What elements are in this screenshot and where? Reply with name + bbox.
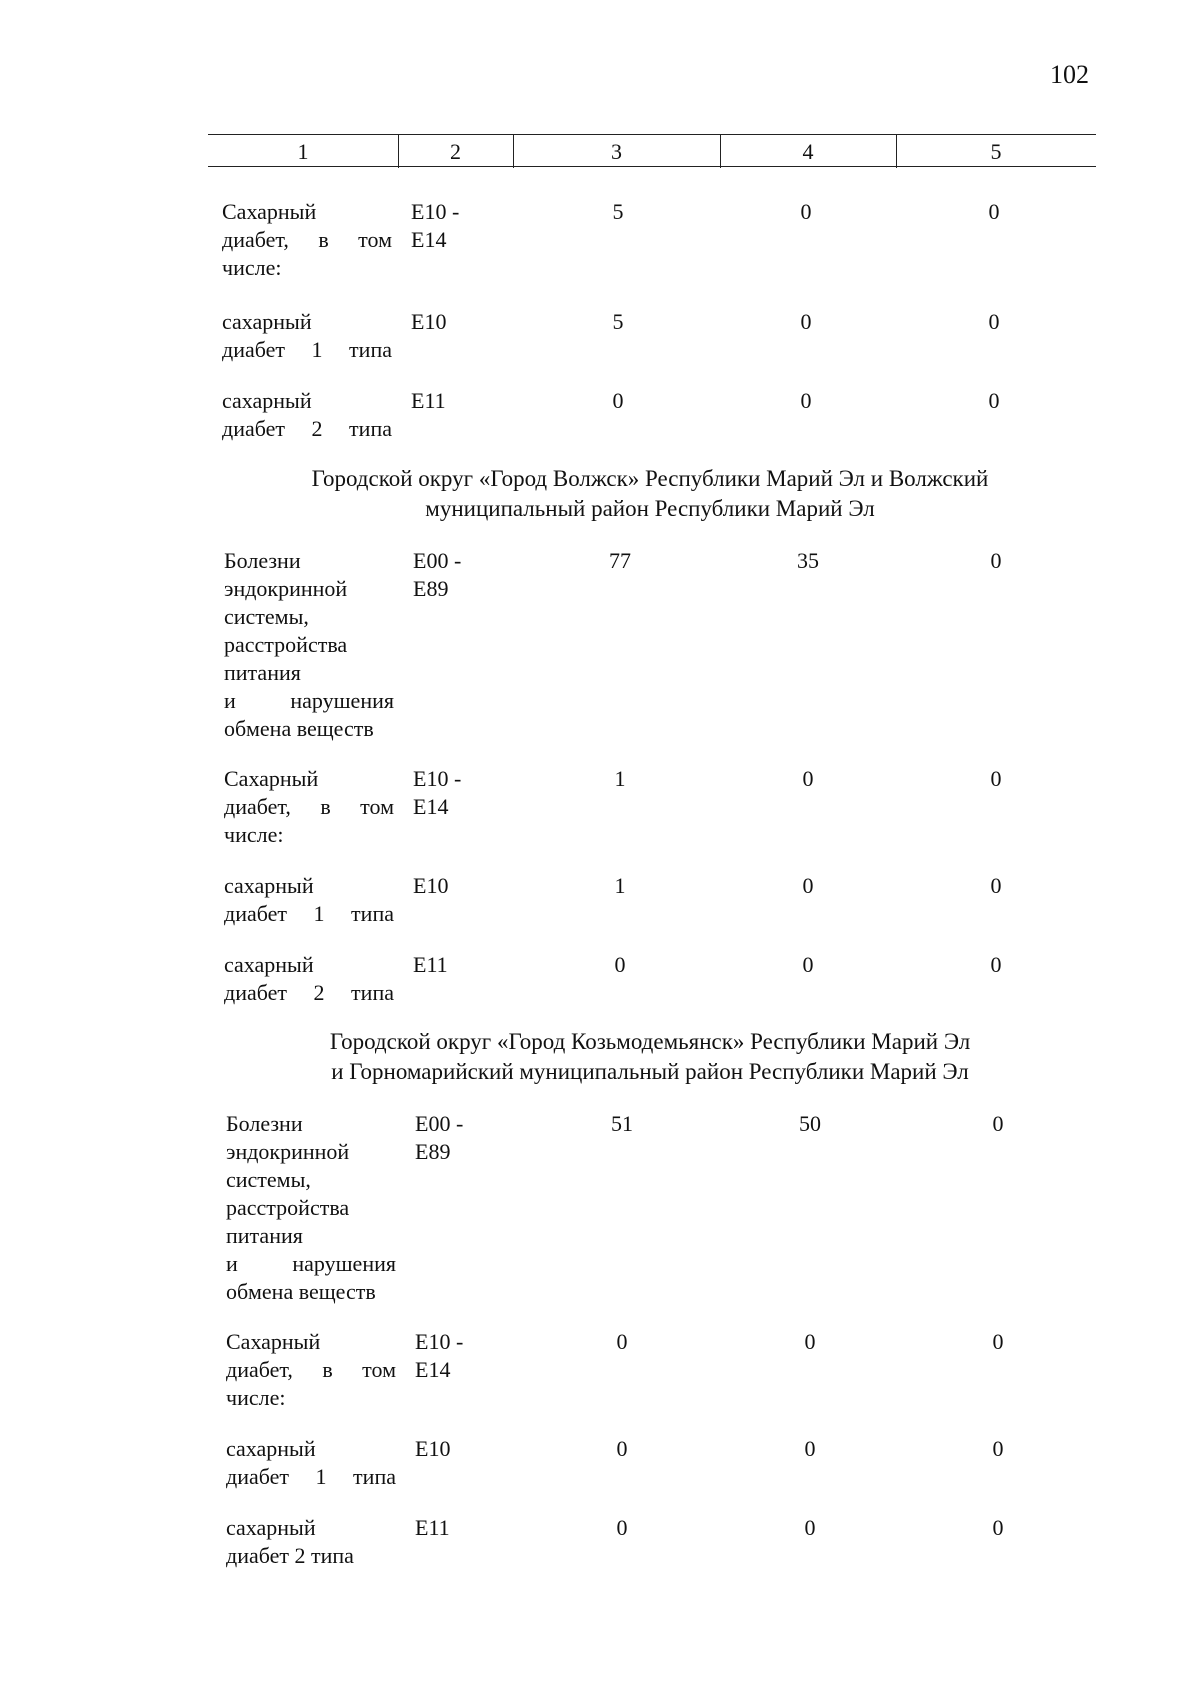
value-cell-4: 0 bbox=[804, 1515, 816, 1540]
name-line: питания bbox=[224, 660, 301, 685]
value-cell-5: 0 bbox=[988, 309, 1000, 334]
name-line: Сахарный bbox=[226, 1329, 321, 1354]
value-cell-4: 0 bbox=[800, 309, 812, 334]
value-cell-3: 0 bbox=[612, 388, 624, 413]
value-cell-5: 0 bbox=[990, 873, 1002, 898]
disease-name-cell bbox=[222, 387, 392, 443]
name-line: системы, bbox=[226, 1167, 311, 1192]
name-line: и нарушения bbox=[226, 1251, 396, 1276]
value-cell-5: 0 bbox=[990, 766, 1002, 791]
name-line: диабет, в том bbox=[222, 227, 392, 252]
header-cell-4: 4 bbox=[802, 139, 814, 164]
name-line: Болезни bbox=[224, 548, 301, 573]
code-line: E14 bbox=[411, 227, 447, 252]
icd-code-cell bbox=[415, 1328, 495, 1384]
name-line: расстройства bbox=[224, 632, 348, 657]
icd-code-cell: E10 bbox=[411, 309, 447, 334]
header-cell-1: 1 bbox=[297, 139, 309, 164]
code-line: E89 bbox=[415, 1139, 451, 1164]
section-heading bbox=[200, 1027, 1100, 1087]
value-cell-5: 0 bbox=[992, 1515, 1004, 1540]
name-line: диабет 2 типа bbox=[226, 1543, 354, 1568]
value-cell-3: 1 bbox=[614, 873, 626, 898]
page-number: 102 bbox=[1050, 60, 1089, 89]
value-cell-4: 35 bbox=[797, 548, 819, 573]
icd-code-cell: E10 bbox=[415, 1436, 451, 1461]
name-line: диабет, в том bbox=[224, 794, 394, 819]
header-top-rule bbox=[208, 134, 1096, 135]
value-cell-3: 0 bbox=[616, 1329, 628, 1354]
value-cell-5: 0 bbox=[992, 1111, 1004, 1136]
value-cell-4: 0 bbox=[800, 388, 812, 413]
value-cell-4: 50 bbox=[799, 1111, 821, 1136]
section-heading-line: Городской округ «Город Козьмодемьянск» Республики Марий Эл bbox=[329, 1029, 971, 1054]
name-line: диабет, в том bbox=[226, 1357, 396, 1382]
code-line: E00 - bbox=[415, 1111, 464, 1136]
name-line: обмена веществ bbox=[226, 1279, 376, 1304]
header-cell-5: 5 bbox=[990, 139, 1002, 164]
value-cell-3: 0 bbox=[616, 1515, 628, 1540]
value-cell-5: 0 bbox=[990, 548, 1002, 573]
header-cell-3: 3 bbox=[611, 139, 622, 164]
value-cell-3: 0 bbox=[616, 1436, 628, 1461]
icd-code-cell: E11 bbox=[413, 952, 448, 977]
code-line: E14 bbox=[413, 794, 449, 819]
name-line: системы, bbox=[224, 604, 309, 629]
name-line: числе: bbox=[226, 1385, 286, 1410]
header-bottom-rule bbox=[208, 166, 1096, 167]
value-cell-5: 0 bbox=[992, 1329, 1004, 1354]
section-heading-line: муниципальный район Республики Марий Эл bbox=[425, 496, 875, 521]
icd-code-cell bbox=[413, 547, 493, 603]
value-cell-4: 0 bbox=[802, 873, 814, 898]
name-line: сахарный bbox=[222, 388, 312, 413]
value-cell-3: 77 bbox=[609, 548, 631, 573]
name-line: диабет 1 типа bbox=[226, 1464, 396, 1489]
disease-name-cell bbox=[224, 547, 394, 743]
name-line: диабет 1 типа bbox=[222, 337, 392, 362]
name-line: расстройства bbox=[226, 1195, 350, 1220]
code-line: E10 - bbox=[415, 1329, 464, 1354]
value-cell-3: 5 bbox=[612, 309, 624, 334]
value-cell-4: 0 bbox=[802, 766, 814, 791]
code-line: E10 - bbox=[413, 766, 462, 791]
disease-name-cell bbox=[226, 1514, 396, 1570]
name-line: числе: bbox=[224, 822, 284, 847]
icd-code-cell bbox=[413, 765, 493, 821]
value-cell-5: 0 bbox=[990, 952, 1002, 977]
value-cell-4: 0 bbox=[804, 1436, 816, 1461]
value-cell-3: 5 bbox=[612, 199, 624, 224]
name-line: Сахарный bbox=[222, 199, 317, 224]
name-line: эндокринной bbox=[224, 576, 348, 601]
disease-name-cell bbox=[222, 308, 392, 364]
value-cell-4: 0 bbox=[800, 199, 812, 224]
disease-name-cell bbox=[226, 1435, 396, 1491]
disease-name-cell bbox=[224, 872, 394, 928]
name-line: и нарушения bbox=[224, 688, 394, 713]
name-line: Сахарный bbox=[224, 766, 319, 791]
value-cell-5: 0 bbox=[988, 199, 1000, 224]
name-line: сахарный bbox=[224, 873, 314, 898]
name-line: диабет 1 типа bbox=[224, 901, 394, 926]
name-line: питания bbox=[226, 1223, 303, 1248]
disease-name-cell bbox=[222, 198, 392, 282]
value-cell-4: 0 bbox=[802, 952, 814, 977]
name-line: сахарный bbox=[226, 1515, 316, 1540]
value-cell-3: 51 bbox=[611, 1111, 633, 1136]
icd-code-cell bbox=[415, 1110, 495, 1166]
icd-code-cell: E11 bbox=[411, 388, 446, 413]
name-line: сахарный bbox=[222, 309, 312, 334]
disease-name-cell bbox=[226, 1328, 396, 1412]
value-cell-5: 0 bbox=[988, 388, 1000, 413]
disease-name-cell bbox=[226, 1110, 396, 1306]
section-heading-line: и Горномарийский муниципальный район Республики Марий Эл bbox=[331, 1059, 969, 1084]
name-line: сахарный bbox=[226, 1436, 316, 1461]
table-header bbox=[208, 134, 1096, 168]
code-line: E89 bbox=[413, 576, 449, 601]
disease-name-cell bbox=[224, 951, 394, 1007]
value-cell-3: 1 bbox=[614, 766, 626, 791]
name-line: эндокринной bbox=[226, 1139, 350, 1164]
disease-name-cell bbox=[224, 765, 394, 849]
name-line: сахарный bbox=[224, 952, 314, 977]
header-cell-2: 2 bbox=[450, 139, 461, 164]
name-line: Болезни bbox=[226, 1111, 303, 1136]
value-cell-4: 0 bbox=[804, 1329, 816, 1354]
section-heading-line: Городской округ «Город Волжск» Республики Марий Эл и Волжский bbox=[311, 466, 989, 491]
name-line: диабет 2 типа bbox=[222, 416, 392, 441]
code-line: E00 - bbox=[413, 548, 462, 573]
code-line: E10 - bbox=[411, 199, 460, 224]
section-heading bbox=[200, 464, 1100, 524]
name-line: диабет 2 типа bbox=[224, 980, 394, 1005]
icd-code-cell: E11 bbox=[415, 1515, 450, 1540]
icd-code-cell bbox=[411, 198, 491, 254]
code-line: E14 bbox=[415, 1357, 451, 1382]
name-line: обмена веществ bbox=[224, 716, 374, 741]
name-line: числе: bbox=[222, 255, 282, 280]
value-cell-5: 0 bbox=[992, 1436, 1004, 1461]
value-cell-3: 0 bbox=[614, 952, 626, 977]
icd-code-cell: E10 bbox=[413, 873, 449, 898]
